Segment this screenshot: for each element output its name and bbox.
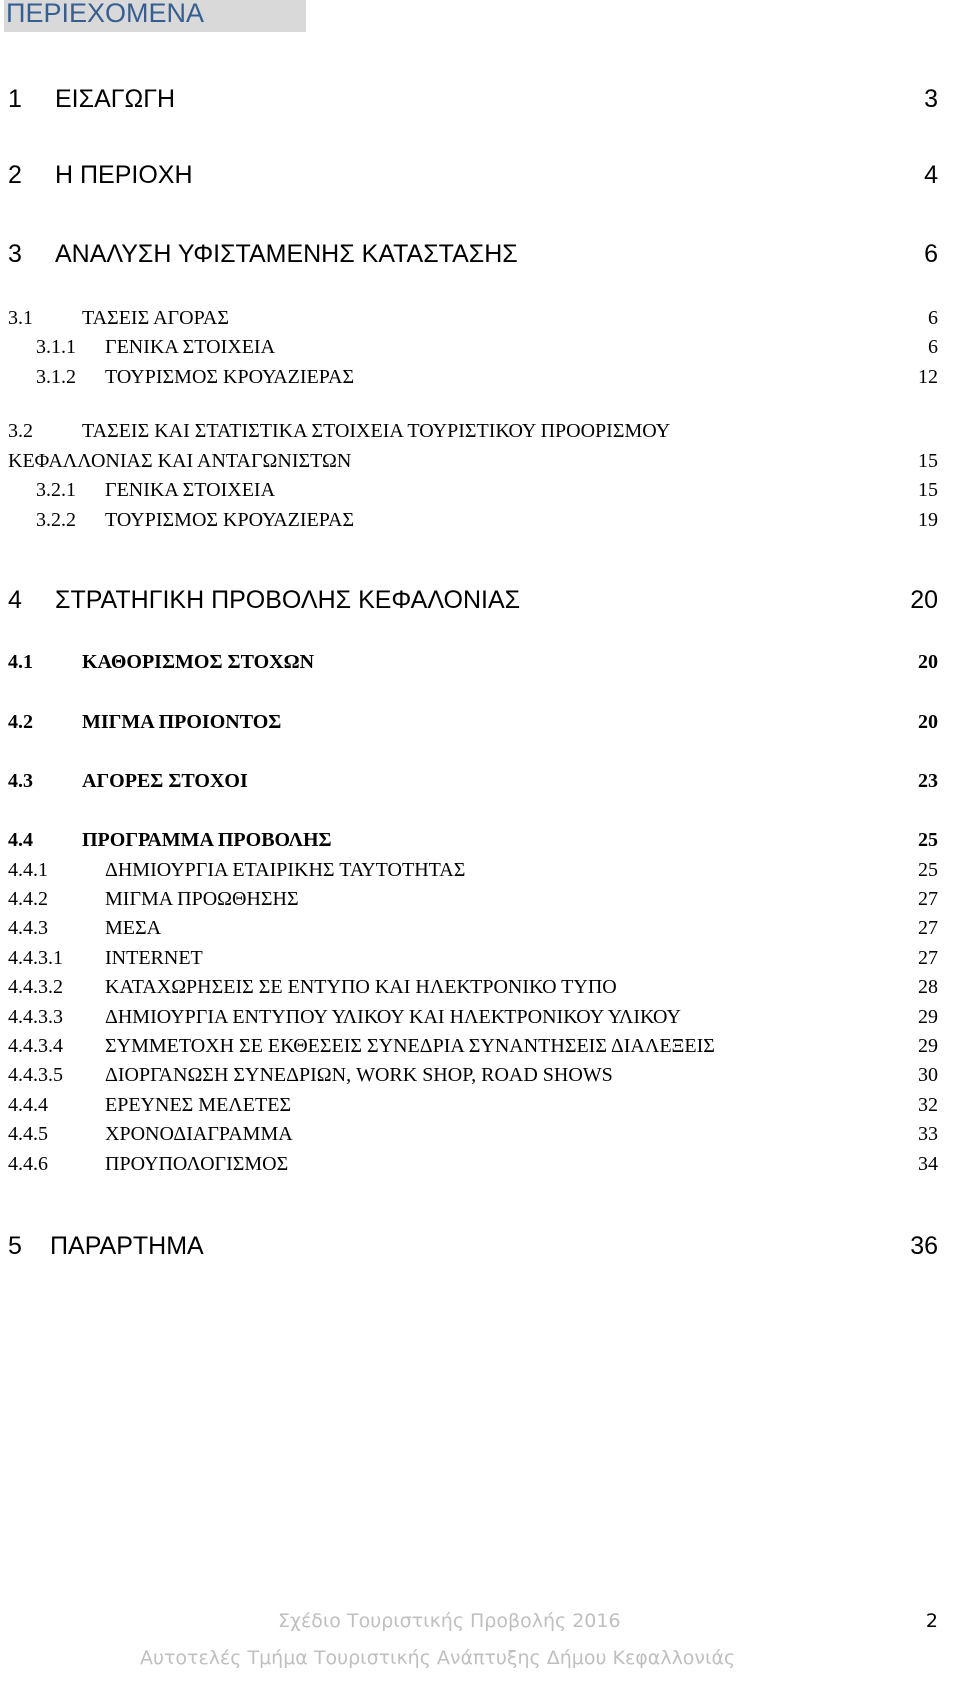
toc-page-number: 6	[928, 307, 938, 329]
toc-number: 4.4.3.2	[8, 976, 63, 998]
toc-number: 3.1.2	[36, 366, 76, 388]
toc-page-number: 30	[918, 1064, 938, 1086]
toc-number: 4.4.2	[8, 888, 48, 910]
toc-title: ΠΕΡΙΕΧΟΜΕΝΑ	[4, 0, 306, 32]
toc-number: 4.4.3.3	[8, 1006, 63, 1028]
toc-entry-3-1-2[interactable]	[0, 362, 960, 392]
toc-text: ΓΕΝΙΚΑ ΣΤΟΙΧΕΙΑ	[105, 336, 276, 358]
toc-text: ΑΓΟΡΕΣ ΣΤΟΧΟΙ	[82, 770, 248, 792]
toc-page-number: 25	[918, 829, 938, 851]
toc-page-number: 28	[918, 976, 938, 998]
toc-number: 4.4	[8, 829, 33, 851]
toc-entry-4-4-1[interactable]	[0, 855, 960, 885]
toc-page-number: 32	[918, 1094, 938, 1116]
toc-number: 4.1	[8, 651, 33, 673]
toc-entry-4-3[interactable]	[0, 766, 960, 796]
toc-text: ΓΕΝΙΚΑ ΣΤΟΙΧΕΙΑ	[105, 479, 276, 501]
toc-page-number: 25	[918, 859, 938, 881]
toc-page-number: 20	[918, 711, 938, 733]
toc-page-number: 34	[918, 1153, 938, 1175]
toc-entry-4-1[interactable]	[0, 647, 960, 677]
toc-number: 4.4.4	[8, 1094, 48, 1116]
toc-page-number: 4	[924, 161, 938, 189]
toc-page-number: 20	[918, 651, 938, 673]
toc-number: 4.4.3	[8, 917, 48, 939]
toc-page-number: 19	[918, 509, 938, 531]
toc-text: ΠΑΡΑΡΤΗΜΑ	[50, 1232, 204, 1260]
toc-text: INTERNET	[105, 947, 203, 969]
toc-entry-4-4-3-2[interactable]	[0, 972, 960, 1002]
toc-text: ΣΥΜΜΕΤΟΧΗ ΣΕ ΕΚΘΕΣΕΙΣ ΣΥΝΕΔΡΙΑ ΣΥΝΑΝΤΗΣΕΙΣ ΔΙΑΛΕΞΕΙΣ	[105, 1035, 715, 1057]
toc-number: 1	[8, 85, 22, 113]
toc-text: ΣΤΡΑΤΗΓΙΚΗ ΠΡΟΒΟΛΗΣ ΚΕΦΑΛΟΝΙΑΣ	[55, 586, 521, 614]
toc-number: 4.3	[8, 770, 33, 792]
toc-entry-4-2[interactable]	[0, 707, 960, 737]
footer-page-number: 2	[925, 1610, 938, 1632]
toc-text: ΤΑΣΕΙΣ ΚΑΙ ΣΤΑΤΙΣΤΙΚΑ ΣΤΟΙΧΕΙΑ ΤΟΥΡΙΣΤΙΚΟΥ ΠΡΟΟΡΙΣΜΟΥ	[82, 420, 671, 442]
toc-text: ΚΑΤΑΧΩΡΗΣΕΙΣ ΣΕ ΕΝΤΥΠΟ ΚΑΙ ΗΛΕΚΤΡΟΝΙΚΟ ΤΥΠΟ	[105, 976, 617, 998]
toc-text: ΜΕΣΑ	[105, 917, 162, 939]
toc-page-number: 6	[928, 336, 938, 358]
toc-number: 4	[8, 586, 22, 614]
toc-text: ΠΡΟΥΠΟΛΟΓΙΣΜΟΣ	[105, 1153, 289, 1175]
toc-entry-4-4-3-5[interactable]	[0, 1060, 960, 1090]
toc-entry-3-2[interactable]	[0, 416, 960, 446]
footer-document-title: Σχέδιο Τουριστικής Προβολής 2016	[278, 1610, 621, 1632]
toc-entry-3-2-continued[interactable]	[0, 446, 960, 476]
toc-text: ΜΙΓΜΑ ΠΡΟΙΟΝΤΟΣ	[82, 711, 282, 733]
toc-entry-4[interactable]	[0, 585, 960, 615]
toc-entry-4-4-3-3[interactable]	[0, 1002, 960, 1032]
toc-number: 3.1.1	[36, 336, 76, 358]
toc-text: ΑΝΑΛΥΣΗ ΥΦΙΣΤΑΜΕΝΗΣ ΚΑΤΑΣΤΑΣΗΣ	[55, 240, 518, 268]
toc-text: ΕΙΣΑΓΩΓΗ	[55, 85, 176, 113]
footer-organization: Αυτοτελές Τμήμα Τουριστικής Ανάπτυξης Δήμου Κεφαλλονιάς	[140, 1647, 736, 1669]
toc-number: 3.2	[8, 420, 33, 442]
toc-number: 4.4.3.5	[8, 1064, 63, 1086]
toc-page-number: 27	[918, 947, 938, 969]
toc-number: 4.2	[8, 711, 33, 733]
toc-text: Η ΠΕΡΙΟΧΗ	[55, 161, 193, 189]
toc-number: 5	[8, 1232, 22, 1260]
toc-entry-4-4-5[interactable]	[0, 1119, 960, 1149]
toc-text: ΔΗΜΙΟΥΡΓΙΑ ΕΤΑΙΡΙΚΗΣ ΤΑΥΤΟΤΗΤΑΣ	[105, 859, 466, 881]
toc-page-number: 33	[918, 1123, 938, 1145]
toc-entry-3[interactable]	[0, 239, 960, 269]
toc-entry-4-4-3-4[interactable]	[0, 1031, 960, 1061]
toc-page-number: 29	[918, 1006, 938, 1028]
toc-entry-4-4-4[interactable]	[0, 1090, 960, 1120]
toc-page-number: 12	[918, 366, 938, 388]
toc-entry-4-4-3-1[interactable]	[0, 943, 960, 973]
toc-text: ΚΑΘΟΡΙΣΜΟΣ ΣΤΟΧΩΝ	[82, 651, 315, 673]
toc-entry-4-4-2[interactable]	[0, 884, 960, 914]
toc-text: ΤΟΥΡΙΣΜΟΣ ΚΡΟΥΑΖΙΕΡΑΣ	[105, 509, 355, 531]
toc-entry-4-4-6[interactable]	[0, 1149, 960, 1179]
toc-page-number: 36	[910, 1232, 938, 1260]
toc-entry-5[interactable]	[0, 1231, 960, 1261]
toc-number: 2	[8, 161, 22, 189]
toc-text: ΧΡΟΝΟΔΙΑΓΡΑΜΜΑ	[105, 1123, 293, 1145]
toc-text: ΔΗΜΙΟΥΡΓΙΑ ΕΝΤΥΠΟΥ ΥΛΙΚΟΥ ΚΑΙ ΗΛΕΚΤΡΟΝΙΚΟΥ ΥΛΙΚΟΥ	[105, 1006, 681, 1028]
toc-number: 4.4.6	[8, 1153, 48, 1175]
toc-number: 3.2.1	[36, 479, 76, 501]
toc-number: 3	[8, 240, 22, 268]
toc-text: ΕΡΕΥΝΕΣ ΜΕΛΕΤΕΣ	[105, 1094, 292, 1116]
toc-page-number: 27	[918, 917, 938, 939]
toc-number: 3.1	[8, 307, 33, 329]
toc-number: 3.2.2	[36, 509, 76, 531]
toc-page-number: 15	[918, 450, 938, 472]
toc-page-number: 23	[918, 770, 938, 792]
toc-entry-3-2-2[interactable]	[0, 505, 960, 535]
toc-entry-3-1-1[interactable]	[0, 332, 960, 362]
toc-text: ΔΙΟΡΓΑΝΩΣΗ ΣΥΝΕΔΡΙΩΝ, WORK SHOP, ROAD SHOWS	[105, 1064, 613, 1086]
toc-page-number: 6	[924, 240, 938, 268]
toc-page-number: 27	[918, 888, 938, 910]
toc-text: ΜΙΓΜΑ ΠΡΟΩΘΗΣΗΣ	[105, 888, 299, 910]
toc-page-number: 20	[910, 586, 938, 614]
toc-number: 4.4.3.1	[8, 947, 63, 969]
toc-entry-2[interactable]	[0, 160, 960, 190]
toc-entry-3-1[interactable]	[0, 303, 960, 333]
toc-entry-1[interactable]	[0, 84, 960, 114]
toc-number: 4.4.5	[8, 1123, 48, 1145]
toc-page-number: 3	[924, 85, 938, 113]
toc-entry-3-2-1[interactable]	[0, 475, 960, 505]
toc-text: ΚΕΦΑΛΛΟΝΙΑΣ ΚΑΙ ΑΝΤΑΓΩΝΙΣΤΩΝ	[8, 450, 352, 472]
toc-number: 4.4.1	[8, 859, 48, 881]
toc-text: ΠΡΟΓΡΑΜΜΑ ΠΡΟΒΟΛΗΣ	[82, 829, 332, 851]
toc-text: ΤΟΥΡΙΣΜΟΣ ΚΡΟΥΑΖΙΕΡΑΣ	[105, 366, 355, 388]
toc-number: 4.4.3.4	[8, 1035, 63, 1057]
toc-entry-4-4[interactable]	[0, 825, 960, 855]
toc-text: ΤΑΣΕΙΣ ΑΓΟΡΑΣ	[82, 307, 229, 329]
toc-page-number: 15	[918, 479, 938, 501]
toc-page-number: 29	[918, 1035, 938, 1057]
toc-entry-4-4-3[interactable]	[0, 913, 960, 943]
